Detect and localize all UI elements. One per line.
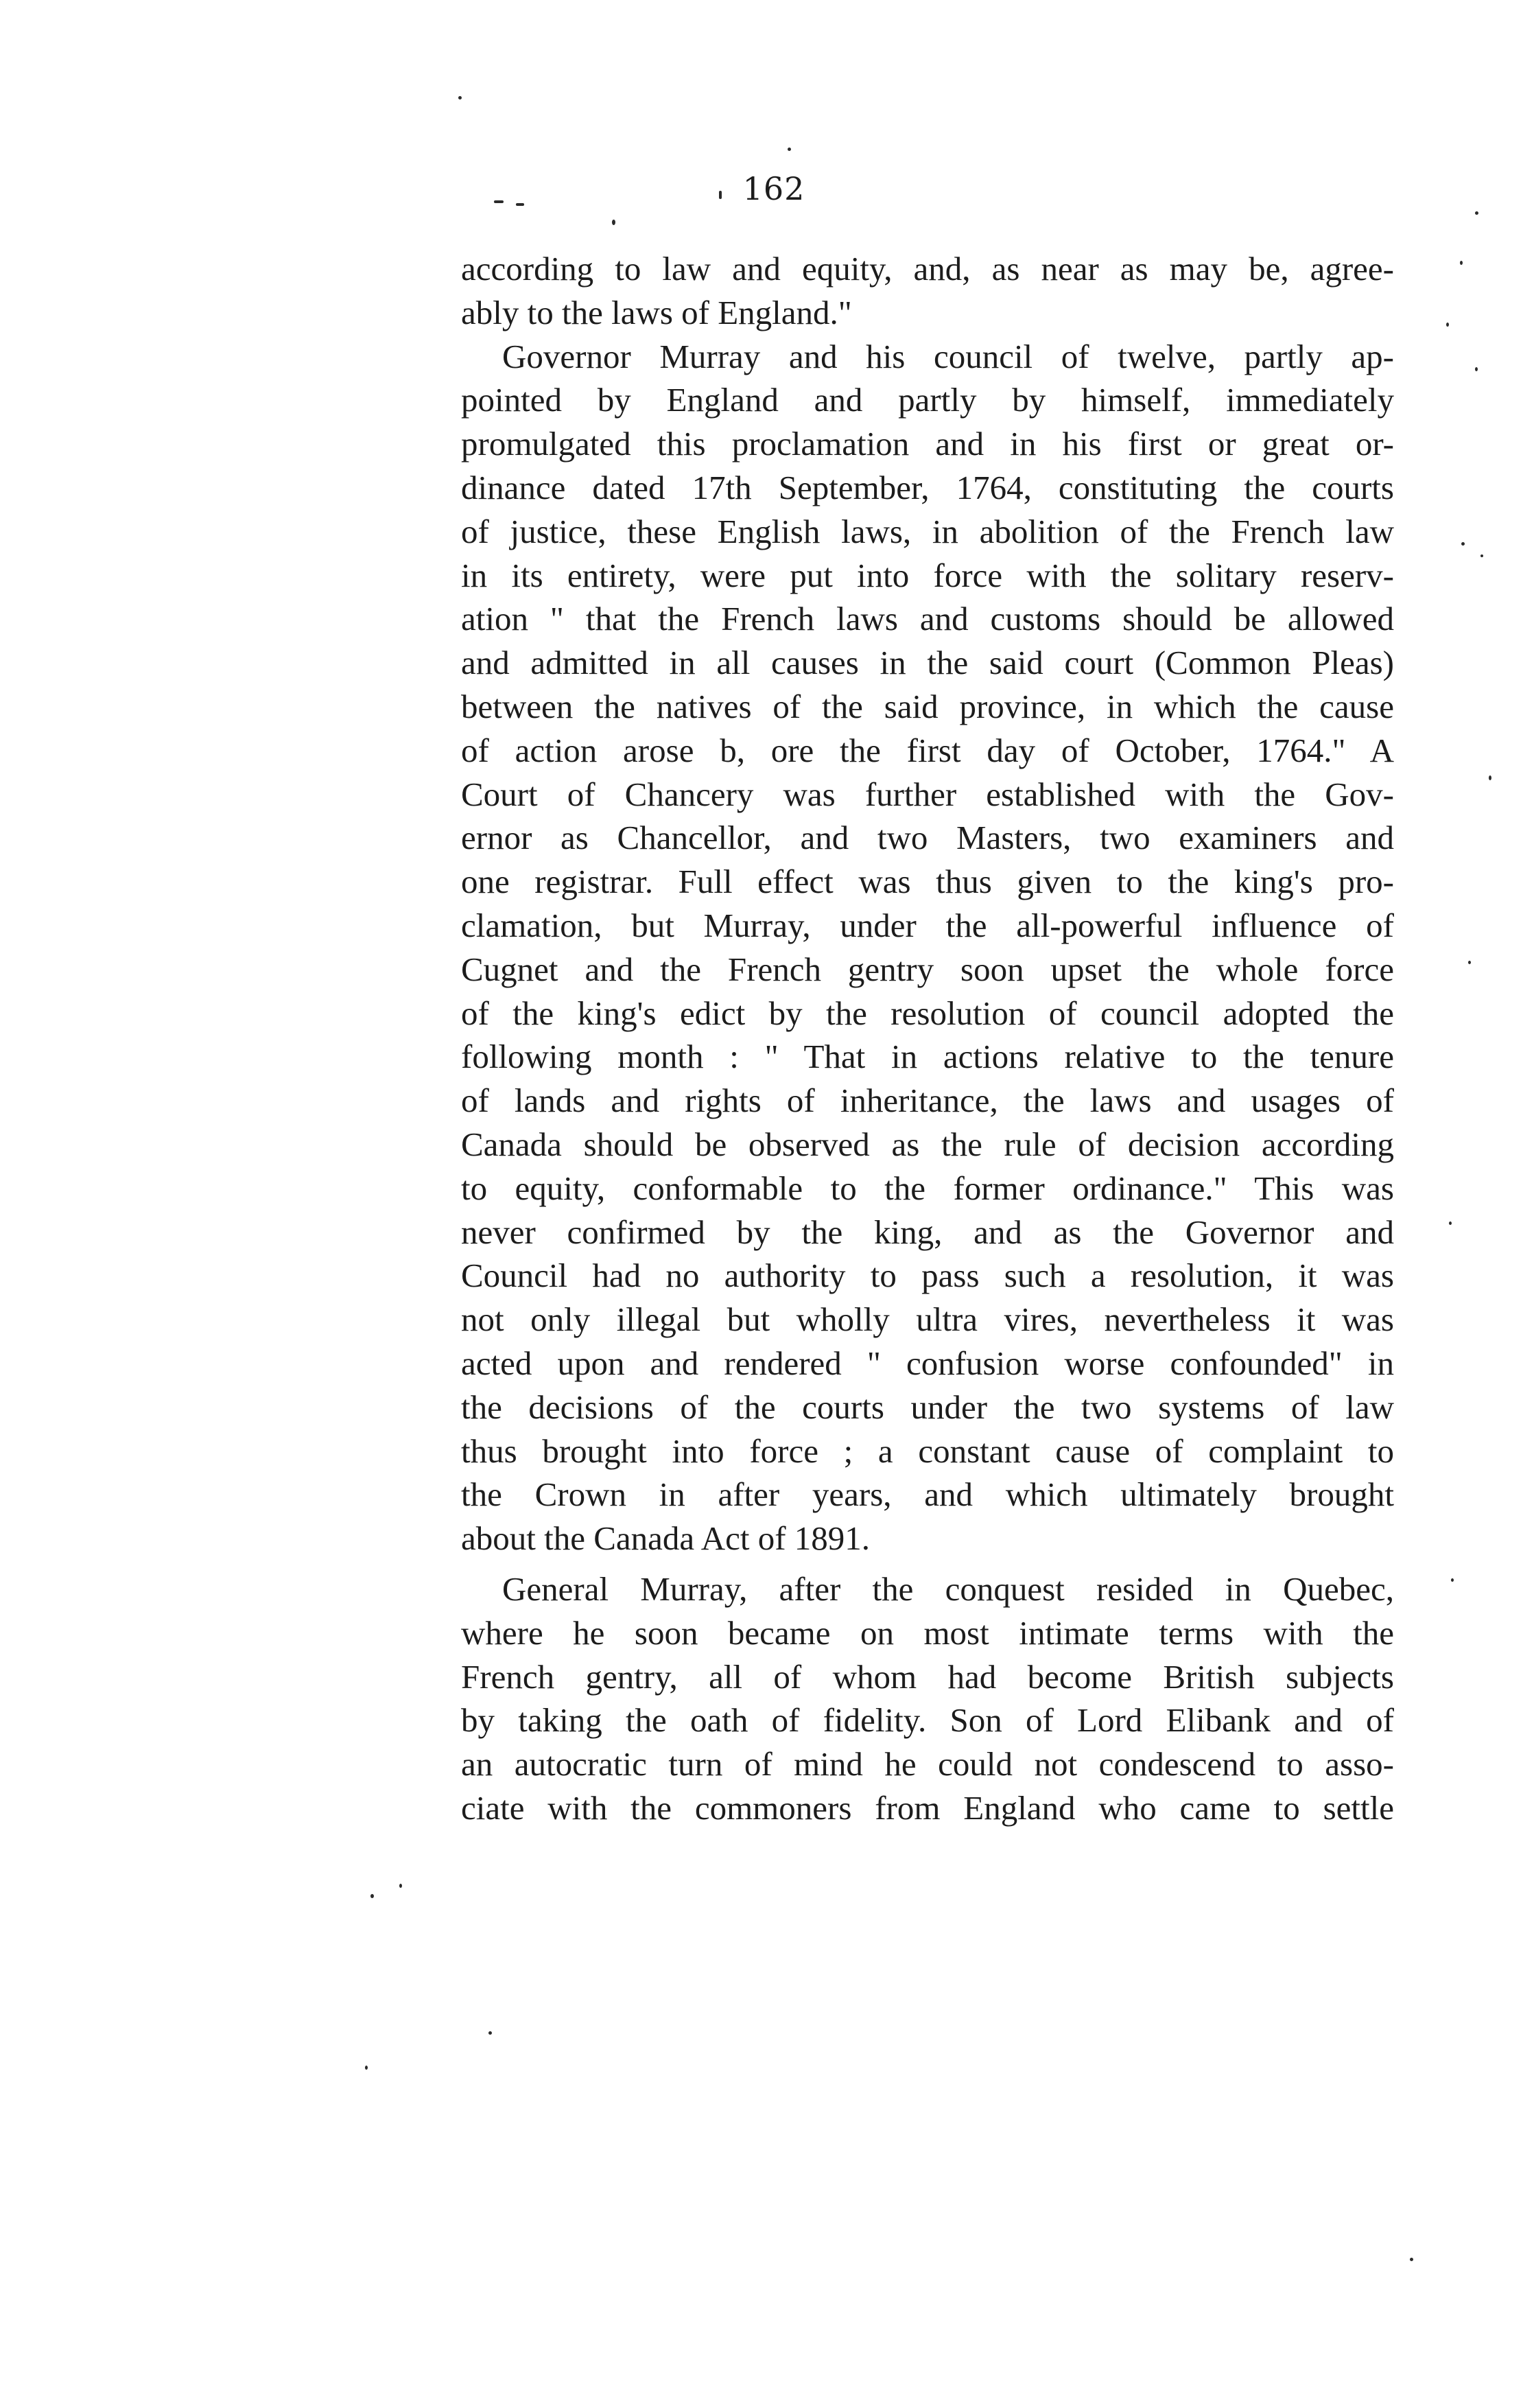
text-line: one registrar. Full effect was thus given to the king's pro- [461, 863, 1394, 901]
scan-speck [365, 2066, 368, 2070]
text-line: General Murray, after the conquest resided in Quebec, [502, 1569, 1394, 1608]
scan-speck [370, 1894, 374, 1898]
scan-speck [516, 203, 524, 206]
text-line: French gentry, all of whom had become British subjects [461, 1657, 1394, 1696]
text-line: of action arose b, ore the first day of October, 1764." A [461, 731, 1394, 769]
text-line: the Crown in after years, and which ultimately brought [461, 1475, 1394, 1514]
text-line: pointed by England and partly by himself, immediately [461, 381, 1394, 419]
page-number: 162 [742, 170, 805, 207]
text-line: never confirmed by the king, and as the Governor and [461, 1213, 1394, 1251]
text-line: following month : " That in actions relative to the tenure [461, 1038, 1394, 1076]
text-line: Governor Murray and his council of twelve, partly ap- [502, 337, 1394, 375]
scan-speck [612, 220, 615, 225]
scan-speck [488, 2031, 492, 2035]
scan-speck [1475, 211, 1478, 215]
text-line: ation " that the French laws and customs should be allowed [461, 600, 1394, 638]
text-line: ernor as Chancellor, and two Masters, two examiners and [461, 819, 1394, 857]
paragraph-gap [461, 1560, 1394, 1567]
body-text [461, 247, 1394, 1830]
text-line: to equity, conformable to the former ordinance." This was [461, 1169, 1394, 1207]
scan-speck [458, 96, 462, 100]
scan-speck [719, 191, 722, 199]
scan-speck [1489, 775, 1491, 780]
text-line: an autocratic turn of mind he could not condescend to asso- [461, 1745, 1394, 1784]
text-line: Court of Chancery was further established with the Gov- [461, 775, 1394, 813]
text-line: promulgated this proclamation and in his first or great or- [461, 425, 1394, 463]
paragraph-3 [461, 1567, 1394, 1830]
text-line: Canada should be observed as the rule of decision according [461, 1125, 1394, 1163]
scan-speck [1460, 261, 1463, 265]
scan-speck [1461, 542, 1465, 546]
scan-speck [1449, 1221, 1452, 1225]
text-line: ably to the laws of England." [461, 293, 852, 331]
scan-speck [1475, 367, 1478, 371]
text-line: the decisions of the courts under the two systems of law [461, 1388, 1394, 1426]
text-line: in its entirety, were put into force with the solitary reserv- [461, 556, 1394, 594]
paragraph-1 [461, 247, 1394, 335]
text-line: of the king's edict by the resolution of council adopted the [461, 994, 1394, 1032]
text-line: according to law and equity, and, as near as may be, agree- [461, 250, 1394, 288]
text-line: of lands and rights of inheritance, the laws and usages of [461, 1082, 1394, 1120]
text-line: not only illegal but wholly ultra vires, nevertheless it was [461, 1300, 1394, 1339]
scan-speck [399, 1884, 402, 1888]
paragraph-2 [461, 335, 1394, 1560]
scan-speck [1410, 2258, 1413, 2261]
text-line: ciate with the commoners from England who came to settle [461, 1788, 1394, 1827]
scan-speck [1480, 554, 1483, 557]
text-line: and admitted in all causes in the said court (Common Pleas) [461, 644, 1394, 682]
text-line: between the natives of the said province, in which the cause [461, 687, 1394, 725]
text-line: clamation, but Murray, under the all-powerful influence of [461, 906, 1394, 944]
text-line: by taking the oath of fidelity. Son of Lord Elibank and of [461, 1701, 1394, 1740]
scan-speck [1468, 961, 1471, 964]
scan-speck [494, 200, 504, 203]
scan-speck [1446, 323, 1449, 327]
text-line: Council had no authority to pass such a resolution, it was [461, 1256, 1394, 1295]
text-line: dinance dated 17th September, 1764, constituting the courts [461, 468, 1394, 506]
text-line: of justice, these English laws, in abolition of the French law [461, 512, 1394, 550]
text-line: acted upon and rendered " confusion worse confounded" in [461, 1344, 1394, 1382]
scan-speck [788, 148, 791, 151]
text-line: where he soon became on most intimate terms with the [461, 1613, 1394, 1652]
text-line: thus brought into force ; a constant cause of complaint to [461, 1431, 1394, 1470]
text-line: about the Canada Act of 1891. [461, 1519, 871, 1558]
text-line: Cugnet and the French gentry soon upset the whole force [461, 950, 1394, 988]
scan-speck [1451, 1578, 1454, 1582]
